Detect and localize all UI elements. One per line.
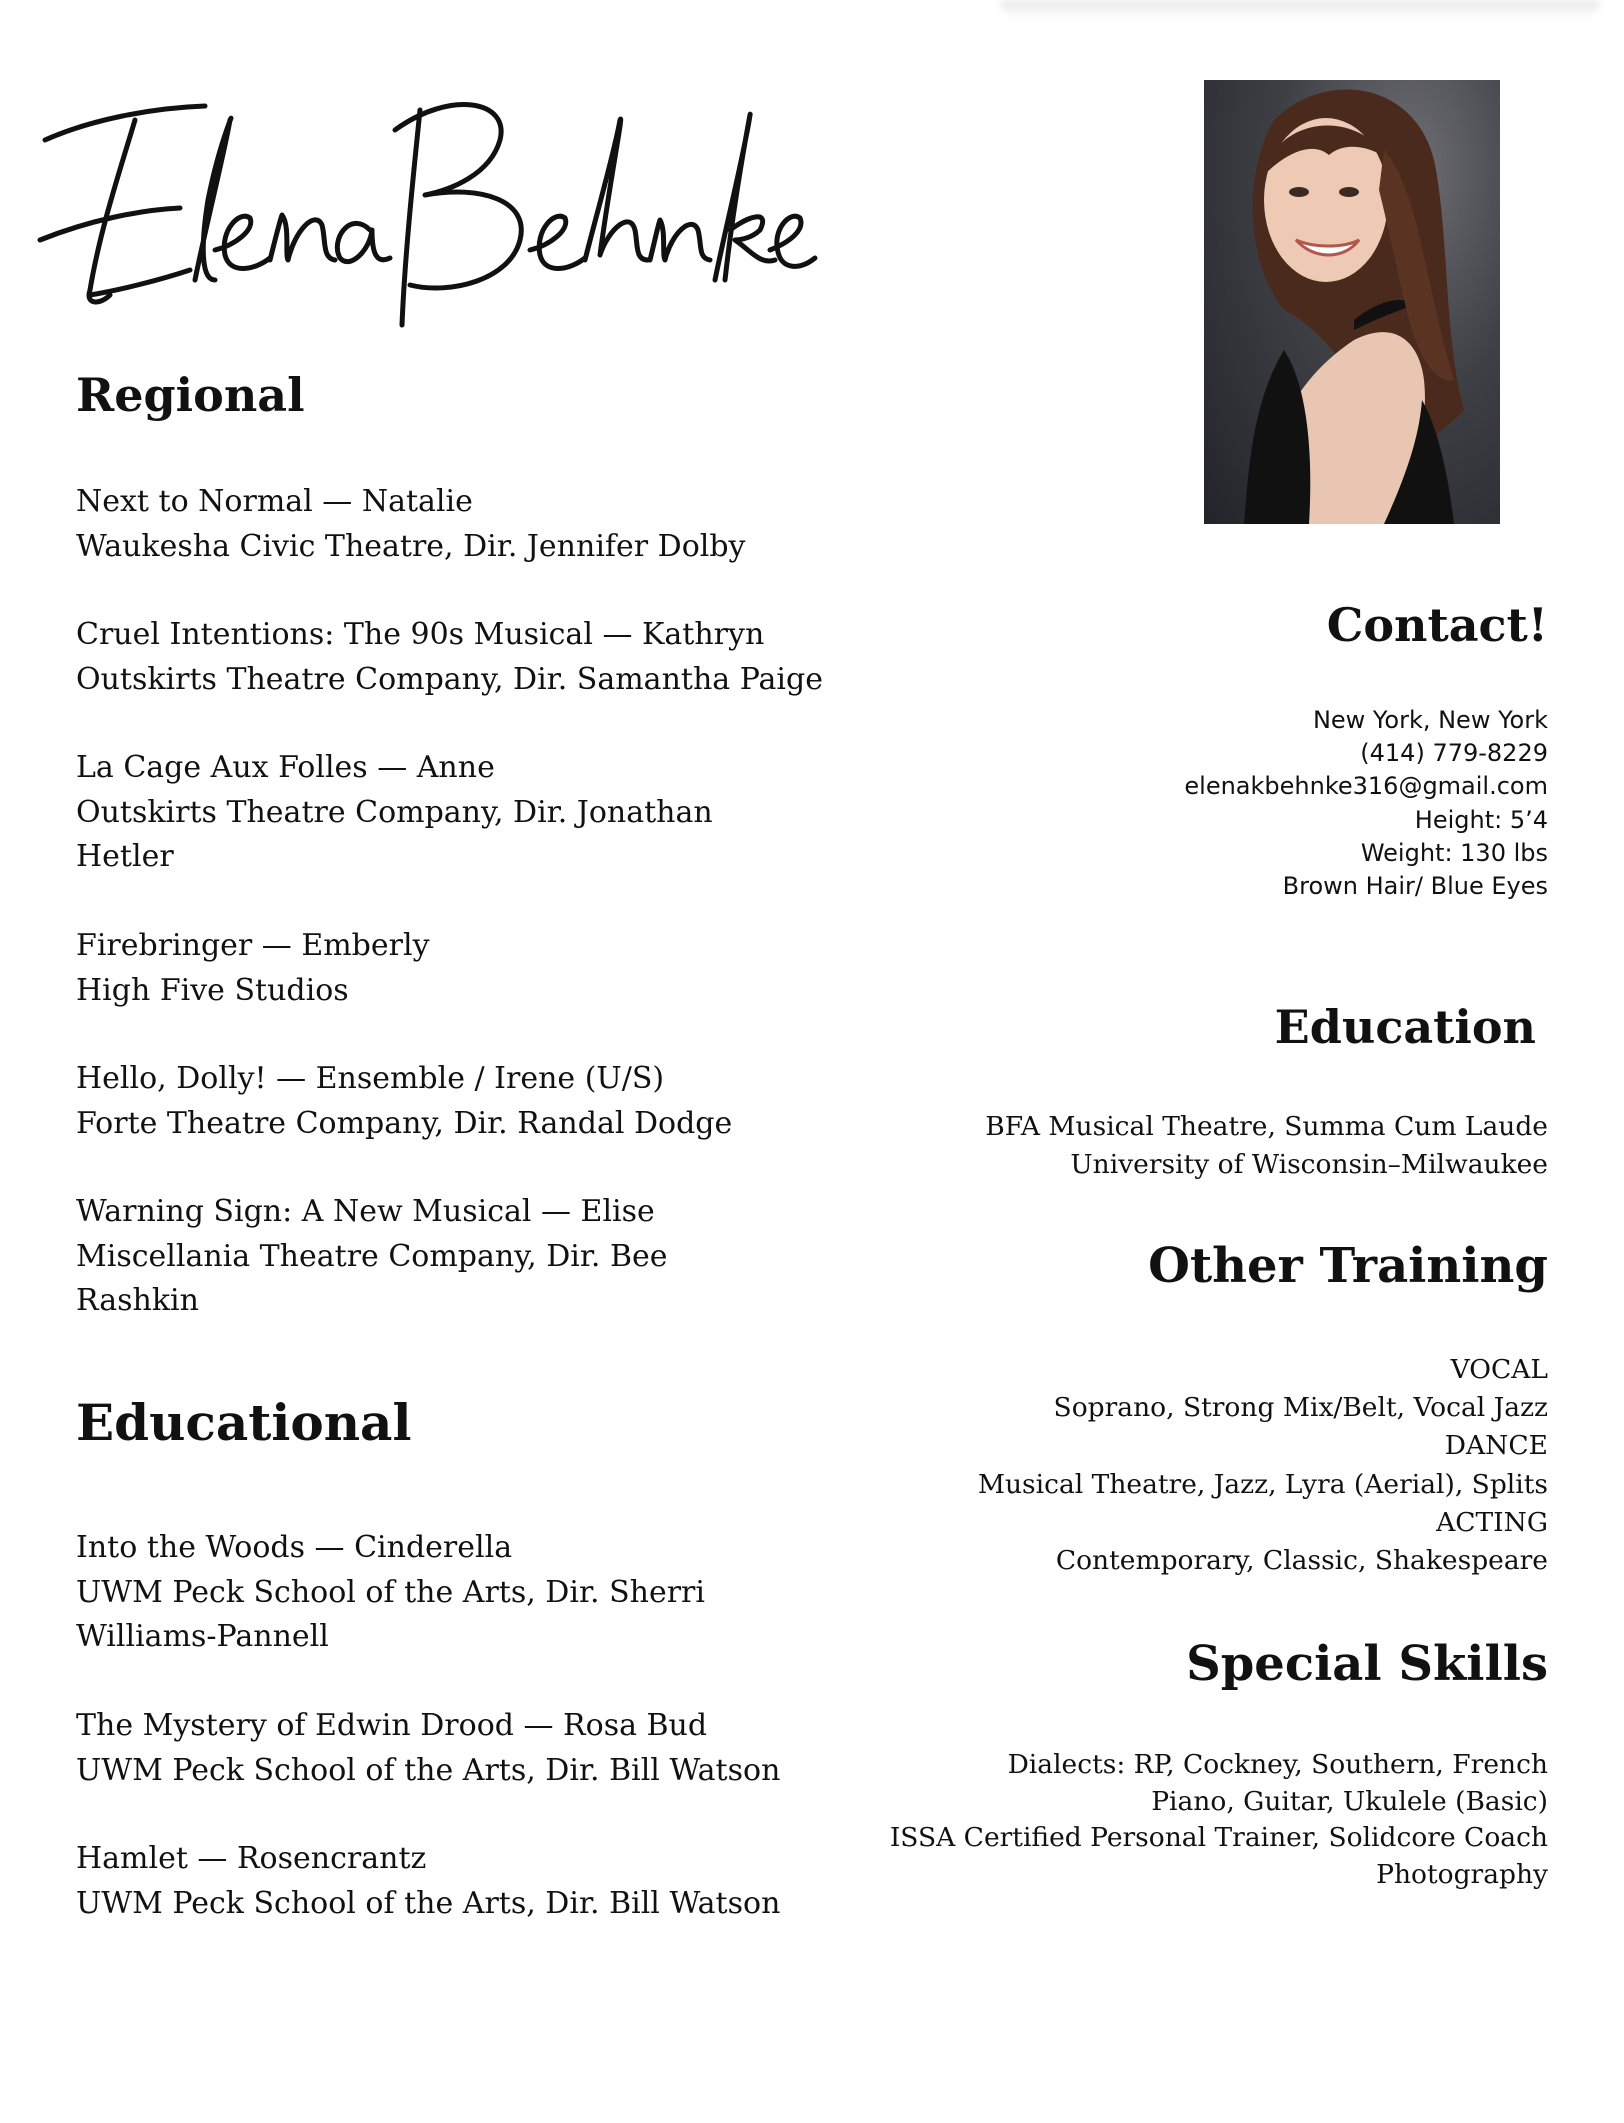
credit-line: Next to Normal — Natalie xyxy=(76,484,473,519)
education-line: University of Wisconsin–Milwaukee xyxy=(1070,1149,1548,1180)
credit-line: Waukesha Civic Theatre, Dir. Jennifer Dolby xyxy=(76,528,746,564)
credit-line: UWM Peck School of the Arts, Dir. Sherri xyxy=(76,1574,705,1610)
credit-entry xyxy=(76,1190,668,1324)
credit-line: Forte Theatre Company, Dir. Randal Dodge xyxy=(76,1105,733,1141)
credit-line: Into the Woods — Cinderella xyxy=(76,1530,513,1565)
other-training-heading: Other Training xyxy=(1148,1238,1548,1294)
credit-entry xyxy=(76,1526,705,1660)
contact-location: New York, New York xyxy=(1312,706,1548,734)
regional-heading: Regional xyxy=(76,368,305,422)
name-signature xyxy=(30,80,820,350)
special-skills-heading: Special Skills xyxy=(1186,1636,1548,1692)
education-heading: Education xyxy=(1274,1000,1536,1054)
training-category: VOCAL xyxy=(1450,1354,1548,1385)
skill-line: Piano, Guitar, Ukulele (Basic) xyxy=(1151,1785,1548,1817)
headshot-photo xyxy=(1204,80,1500,524)
credit-line: Hamlet — Rosencrantz xyxy=(76,1841,427,1876)
training-block xyxy=(978,1351,1548,1580)
training-category: DANCE xyxy=(1444,1430,1548,1462)
credit-line: UWM Peck School of the Arts, Dir. Bill Watson xyxy=(76,1885,781,1921)
credit-entry xyxy=(76,924,430,1013)
credit-line: Outskirts Theatre Company, Dir. Samantha Paige xyxy=(76,661,823,697)
training-line: Musical Theatre, Jazz, Lyra (Aerial), Splits xyxy=(977,1468,1548,1500)
credit-line: Hello, Dolly! — Ensemble / Irene (U/S) xyxy=(76,1061,665,1096)
credit-line: The Mystery of Edwin Drood — Rosa Bud xyxy=(76,1708,708,1743)
credit-entry xyxy=(76,1837,780,1926)
education-line: BFA Musical Theatre, Summa Cum Laude xyxy=(985,1111,1548,1142)
credit-entry xyxy=(76,746,713,880)
contact-hair-eyes: Brown Hair/ Blue Eyes xyxy=(1282,872,1548,901)
skill-line: Dialects: RP, Cockney, Southern, French xyxy=(1007,1749,1548,1780)
credit-entry xyxy=(76,1704,780,1793)
skill-line: Photography xyxy=(1376,1858,1548,1890)
credit-line: Cruel Intentions: The 90s Musical — Kathryn xyxy=(76,617,765,652)
credit-entry xyxy=(76,1057,732,1146)
credit-line: Miscellania Theatre Company, Dir. Bee xyxy=(76,1238,668,1274)
contact-height: Height: 5’4 xyxy=(1414,805,1548,834)
skill-line: ISSA Certified Personal Trainer, Solidcore Coach xyxy=(889,1822,1548,1853)
contact-block xyxy=(1184,704,1548,903)
training-line: Soprano, Strong Mix/Belt, Vocal Jazz xyxy=(1053,1392,1548,1424)
training-category: ACTING xyxy=(1436,1506,1548,1538)
skills-block xyxy=(890,1747,1548,1893)
credit-line: Williams-Pannell xyxy=(76,1619,329,1654)
credit-line: Firebringer — Emberly xyxy=(76,928,430,963)
educational-heading: Educational xyxy=(76,1393,412,1452)
credit-entry xyxy=(76,480,746,569)
credit-line: UWM Peck School of the Arts, Dir. Bill Watson xyxy=(76,1752,781,1788)
contact-phone[interactable]: (414) 779-8229 xyxy=(1360,739,1548,768)
credit-line: Outskirts Theatre Company, Dir. Jonathan xyxy=(76,794,713,830)
training-line: Contemporary, Classic, Shakespeare xyxy=(1055,1545,1548,1577)
education-block xyxy=(985,1108,1548,1184)
credit-line: High Five Studios xyxy=(76,972,349,1008)
credit-line: Rashkin xyxy=(76,1283,199,1318)
contact-email[interactable]: elenakbehnke316@gmail.com xyxy=(1184,772,1548,801)
top-edge-shadow xyxy=(1000,0,1600,18)
credit-line: La Cage Aux Folles — Anne xyxy=(76,750,495,785)
credit-line: Warning Sign: A New Musical — Elise xyxy=(76,1194,655,1229)
credit-line: Hetler xyxy=(76,839,174,874)
contact-weight: Weight: 130 lbs xyxy=(1360,838,1548,867)
credit-entry xyxy=(76,613,823,702)
contact-heading: Contact! xyxy=(1326,598,1548,652)
